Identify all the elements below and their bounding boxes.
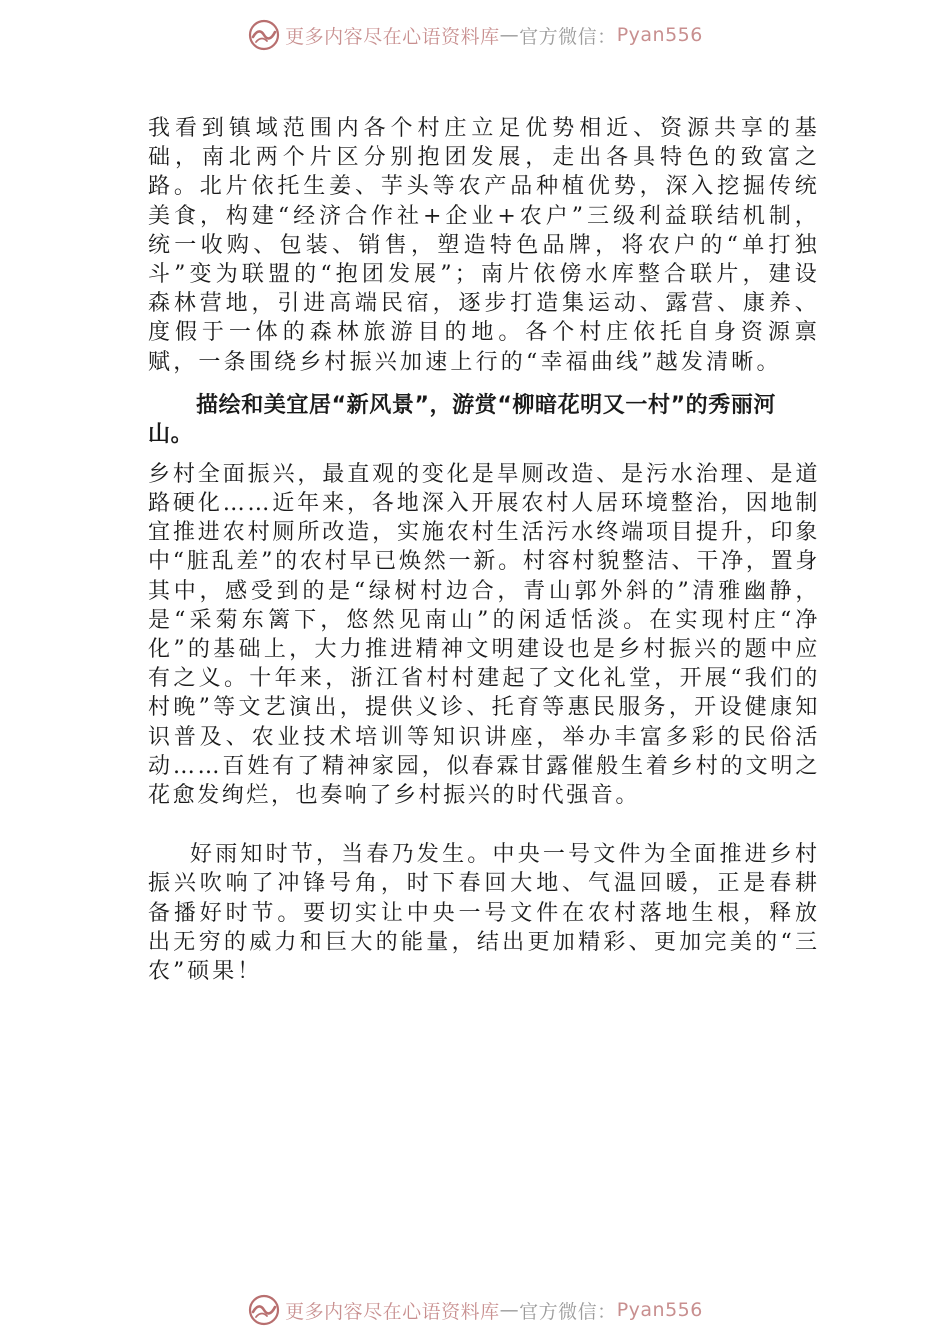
wave-logo-icon [247, 1293, 281, 1327]
banner-wechat-label: 官方微信： [519, 1300, 617, 1323]
footer-banner [0, 1290, 950, 1330]
banner-dash: — [499, 24, 520, 46]
banner-wechat-label: 官方微信： [519, 25, 617, 48]
paragraph-rural-environment: 乡村全面振兴，最直观的变化是旱厕改造、是污水治理、是道路硬化……近年来，各地深入开展农村人居环境整治，因地制宜推进农村厕所改造，实施农村生活污水终端项目提升，印象中“脏乱差”的农村早已焕然一新。村容村貌整洁、干净，置身其中，感受到的是“绿树村边合，青山郭外斜的”清雅幽静，是“采菊东篱下，悠然见南山”的闲适恬淡。在实现村庄“净化”的基础上，大力推进精神文明建设也是乡村振兴的题中应有之义。十年来，浙江省村村建起了文化礼堂，开展“我们的村晚”等文艺演出，提供义诊、托育等惠民服务，开设健康知识普及、农业技术培训等知识讲座，举办丰富多彩的民俗活动……百姓有了精神家园，似春霖甘露催般生着乡村的文明之花愈发绚烂，也奏响了乡村振兴的时代强音。 [148, 461, 820, 809]
banner-title: 更多内容尽在心语资料库 [285, 1300, 500, 1323]
banner-title: 更多内容尽在心语资料库 [285, 25, 500, 48]
wave-logo-icon [247, 18, 281, 52]
paragraph-development-paths: 我看到镇域范围内各个村庄立足优势相近、资源共享的基础，南北两个片区分别抱团发展，走出各具特色的致富之路。北片依托生姜、芋头等农产品种植优势，深入挖掘传统美食，构建“经济合作社+企业+农户”三级利益联结机制，统一收购、包装、销售，塑造特色品牌，将农户的“单打独斗”变为联盟的“抱团发展”；南片依傍水库整合联片，建设森林营地，引进高端民宿，逐步打造集运动、露营、康养、度假于一体的森林旅游目的地。各个村庄依托自身资源禀赋，一条围绕乡村振兴加速上行的“幸福曲线”越发清晰。 [148, 116, 820, 375]
section-heading: 描绘和美宜居“新风景”，游赏“柳暗花明又一村”的秀丽河山。 [148, 392, 777, 448]
banner-wechat-id: Pyan556 [616, 1299, 703, 1321]
banner-wechat-id: Pyan556 [616, 24, 703, 46]
banner-dash: — [499, 1299, 520, 1321]
article-body [148, 114, 820, 986]
header-banner [0, 15, 950, 55]
paragraph-conclusion: 好雨知时节，当春乃发生。中央一号文件为全面推进乡村振兴吹响了冲锋号角，时下春回大地、气温回暖，正是春耕备播好时节。要切实让中央一号文件在农村落地生根，释放出无穷的威力和巨大的能量，结出更加精彩、更加完美的“三农”硕果！ [148, 842, 820, 985]
